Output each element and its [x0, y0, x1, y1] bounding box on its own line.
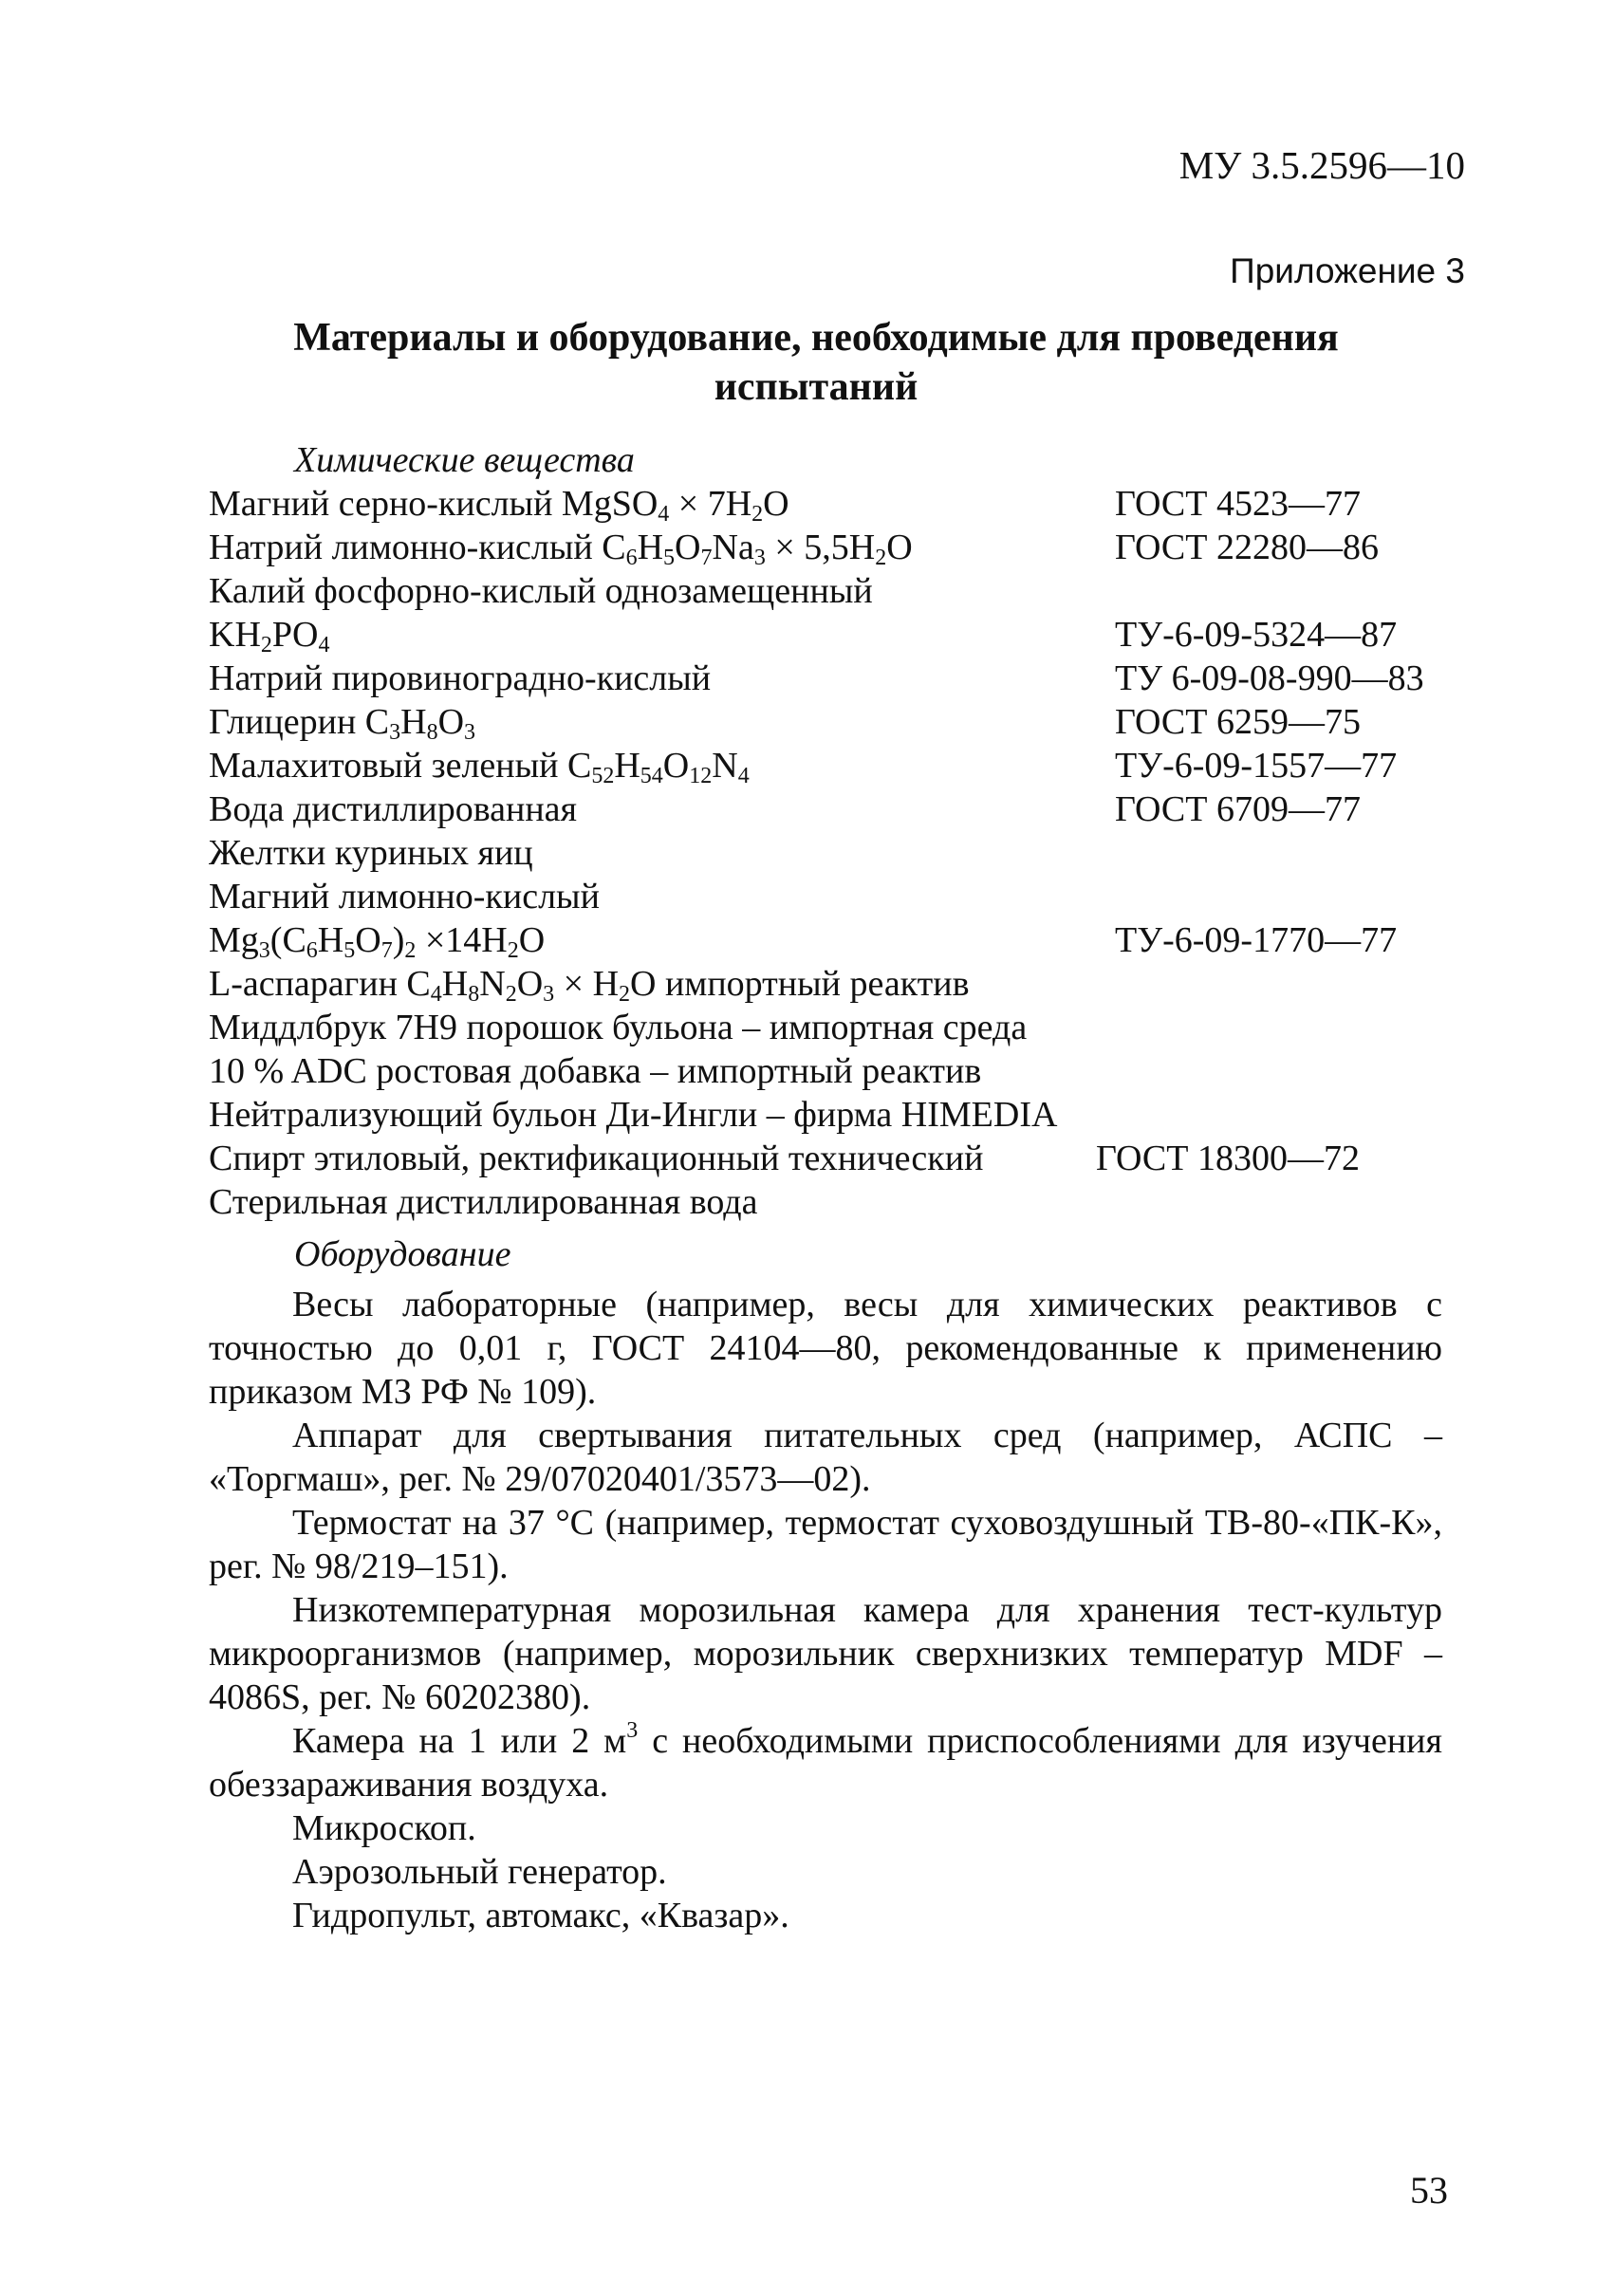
item-name: 10 % ADC ростовая добавка – импортный реактив	[209, 1051, 982, 1091]
item-standard: ТУ-6-09-1557—77	[1115, 746, 1398, 786]
equipment-item: Камера на 1 или 2 $м^3$ с необходимыми приспособлениями для изучения обеззараживания воздуха.	[209, 1718, 1442, 1805]
list-item	[209, 1006, 1471, 1049]
page-title	[190, 313, 1442, 412]
item-name: $KH_2PO_4$	[209, 615, 330, 657]
list-item	[209, 613, 1471, 657]
item-name: Глицерин $C_3H_8O_3$	[209, 702, 476, 745]
equipment-item: Аэрозольный генератор.	[292, 1852, 667, 1892]
item-name: Миддлбрук 7H9 порошок бульона – импортная среда	[209, 1008, 1028, 1047]
item-name: Магний серно-кислый MgSO$_4$ × $7H_2O$	[209, 484, 789, 527]
item-name: Натрий пировиноградно-кислый	[209, 658, 712, 698]
equipment-item: Термостат на 37 °С (например, термостат суховоздушный ТВ-80-«ПК-К», рег. № 98/219–151).	[209, 1503, 1442, 1586]
list-item	[209, 918, 1471, 962]
list-item	[209, 482, 1471, 526]
equipment-item: Микроскоп.	[292, 1808, 476, 1848]
list-item	[209, 1093, 1471, 1137]
title-line-1: Материалы и оборудование, необходимые для проведения	[293, 316, 1339, 360]
equipment-item: Гидропульт, автомакс, «Квазар».	[292, 1896, 789, 1935]
item-standard: ТУ-6-09-1770—77	[1115, 920, 1398, 960]
list-item	[209, 526, 1471, 569]
equipment-item: Весы лабораторные (например, весы для химических реактивов с точностью до 0,01 г, ГОСТ 24104—80, рекомендованные к применению приказом МЗ РФ № 109).	[209, 1285, 1442, 1412]
item-name: Натрий лимонно-кислый $C_6H_5O_7Na_3 \times 5,5H_2O$	[209, 528, 913, 570]
chemicals-heading: Химические вещества	[294, 440, 635, 480]
item-name: Малахитовый зеленый $C_{52}H_{54}O_{12}N_4$	[209, 746, 750, 788]
list-item	[209, 657, 1471, 700]
item-standard: ГОСТ 6259—75	[1115, 702, 1361, 742]
item-name: Желтки куриных яиц	[209, 833, 533, 873]
list-item	[209, 1180, 1471, 1224]
list-item	[209, 569, 1471, 613]
equipment-item: Аппарат для свертывания питательных сред (например, АСПС – «Торгмаш», рег. № 29/07020401/3573—02).	[209, 1416, 1442, 1499]
item-name: Калий фосфорно-кислый однозамещенный	[209, 571, 873, 611]
item-standard: ГОСТ 18300—72	[1096, 1139, 1360, 1178]
list-item	[209, 1137, 1471, 1180]
item-name: Нейтрализующий бульон Ди-Ингли – фирма HIMEDIA	[209, 1095, 1058, 1135]
item-name: Спирт этиловый, ректификационный технический	[209, 1139, 984, 1178]
equipment-heading: Оборудование	[294, 1234, 511, 1274]
document-code: МУ 3.5.2596—10	[1178, 143, 1465, 187]
list-item	[209, 962, 1471, 1006]
list-item	[209, 700, 1471, 744]
list-item	[209, 744, 1471, 787]
item-standard: ГОСТ 4523—77	[1115, 484, 1361, 524]
title-line-2: испытаний	[714, 365, 918, 409]
equipment-list	[209, 1283, 1442, 1937]
list-item	[209, 875, 1471, 918]
list-item	[209, 831, 1471, 875]
list-item	[209, 787, 1471, 831]
item-standard: ТУ-6-09-5324—87	[1115, 615, 1398, 655]
item-name: Вода дистиллированная	[209, 789, 578, 829]
appendix-label: Приложение 3	[1230, 251, 1465, 290]
item-name: $Mg_3(C_6H_5O_7)_2 \times 14H_2O$	[209, 920, 546, 963]
equipment-item: Низкотемпературная морозильная камера для хранения тест-культур микроорганизмов (например, морозильник сверхнизких температур MDF – 4086S, рег. № 60202380).	[209, 1590, 1442, 1717]
item-name: Магний лимонно-кислый	[209, 877, 600, 917]
list-item	[209, 1049, 1471, 1093]
item-name: Стерильная дистиллированная вода	[209, 1182, 758, 1222]
item-standard: ГОСТ 6709—77	[1115, 789, 1361, 829]
item-standard: ГОСТ 22280—86	[1115, 528, 1379, 567]
chemicals-list	[209, 482, 1471, 1224]
item-standard: ТУ 6-09-08-990—83	[1115, 658, 1424, 698]
page-number: 53	[1410, 2169, 1448, 2212]
item-name: L-аспарагин $C_4H_8N_2O_3 \times H_2O$ импортный реактив	[209, 964, 970, 1007]
